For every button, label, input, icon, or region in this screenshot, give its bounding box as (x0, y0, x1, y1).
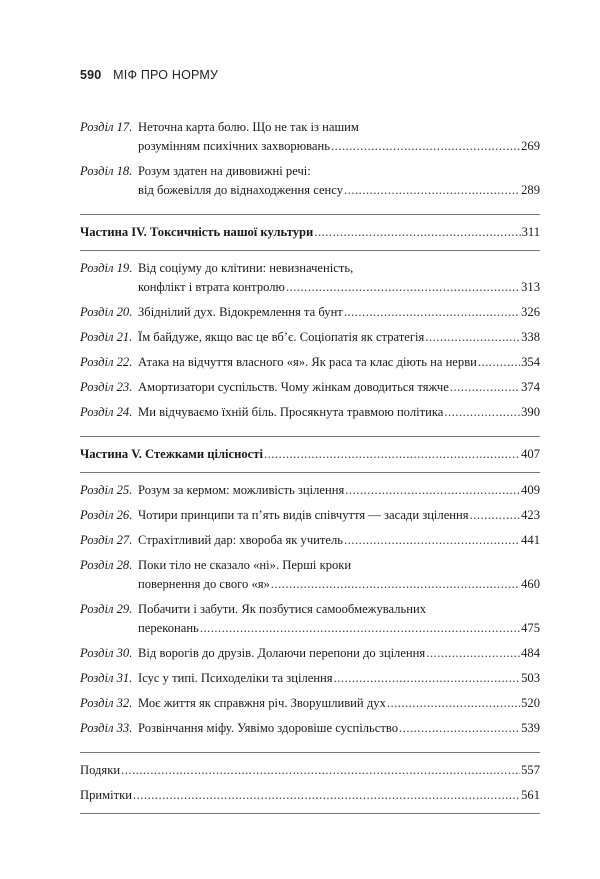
chapter-page: 520 (521, 696, 540, 710)
leader-dots (121, 761, 520, 780)
leader-dots (399, 719, 520, 738)
chapter-label: Розділ 23. (80, 380, 133, 394)
chapter-title-line1: Поки тіло не сказало «ні». Перші кроки (138, 558, 352, 572)
leader-dots (450, 378, 520, 397)
part-page: 407 (521, 447, 540, 461)
toc-notes[interactable] (80, 786, 540, 805)
chapter-title: Їм байдуже, якщо вас це вб’є. Соціопатія як стратегія (138, 330, 425, 344)
chapter-page: 484 (521, 646, 540, 660)
toc-entry-chapter-27[interactable] (80, 531, 540, 550)
toc-entry-chapter-21[interactable] (80, 328, 540, 347)
chapter-label: Розділ 22. (80, 355, 133, 369)
chapter-page: 441 (521, 533, 540, 547)
chapter-title: Розвінчання міфу. Уявімо здоровіше суспільство (138, 721, 399, 735)
chapter-page: 269 (521, 139, 540, 153)
leader-dots (425, 328, 520, 347)
chapter-title: Атака на відчуття власного «я». Як раса та клас діють на нерви (138, 355, 477, 369)
toc-entry-chapter-17[interactable] (80, 118, 540, 156)
leader-dots (478, 353, 520, 372)
divider (80, 813, 540, 814)
chapter-label: Розділ 31. (80, 671, 133, 685)
chapter-page: 409 (521, 483, 540, 497)
leader-dots (264, 445, 520, 464)
toc-entry-chapter-20[interactable] (80, 303, 540, 322)
book-title: МІФ ПРО НОРМУ (113, 68, 219, 82)
leader-dots (344, 303, 520, 322)
divider (80, 250, 540, 251)
leader-dots (271, 575, 520, 594)
toc-acknowledgements[interactable] (80, 761, 540, 780)
chapter-label: Розділ 21. (80, 330, 133, 344)
chapter-title: Розум за кермом: можливість зцілення (138, 483, 345, 497)
leader-dots (334, 669, 521, 688)
chapter-page: 354 (521, 355, 540, 369)
toc-entry-chapter-29[interactable] (80, 600, 540, 638)
chapter-label: Розділ 29. (80, 602, 133, 616)
chapter-page: 338 (521, 330, 540, 344)
chapter-page: 503 (521, 671, 540, 685)
chapter-label: Розділ 17. (80, 120, 133, 134)
part-title: Частина IV. Токсичність нашої культури (80, 225, 314, 239)
chapter-label: Розділ 26. (80, 508, 133, 522)
leader-dots (444, 403, 520, 422)
running-header (80, 68, 218, 82)
table-of-contents (80, 118, 540, 816)
chapter-title-line1: Неточна карта болю. Що не так із нашим (138, 120, 359, 134)
leader-dots (133, 786, 520, 805)
chapter-label: Розділ 25. (80, 483, 133, 497)
page-number: 590 (80, 68, 102, 82)
toc-entry-chapter-30[interactable] (80, 644, 540, 663)
backmatter-page: 557 (521, 763, 540, 777)
toc-entry-chapter-19[interactable] (80, 259, 540, 297)
chapter-title-line1: Побачити і забути. Як позбутися самообмежувальних (138, 602, 427, 616)
toc-entry-chapter-32[interactable] (80, 694, 540, 713)
toc-entry-chapter-18[interactable] (80, 162, 540, 200)
divider (80, 472, 540, 473)
chapter-page: 289 (521, 183, 540, 197)
chapter-page: 326 (521, 305, 540, 319)
chapter-label: Розділ 32. (80, 696, 133, 710)
toc-part-4[interactable] (80, 223, 540, 242)
backmatter-title: Подяки (80, 763, 121, 777)
chapter-title: Чотири принципи та п’ять видів співчуття — засади зцілення (138, 508, 469, 522)
part-title: Частина V. Стежками цілісності (80, 447, 263, 461)
part-page: 311 (521, 225, 540, 239)
chapter-title: Моє життя як справжня річ. Зворушливий дух (138, 696, 386, 710)
chapter-label: Розділ 30. (80, 646, 133, 660)
chapter-title-line1: Розум здатен на дивовижні речі: (138, 164, 311, 178)
chapter-page: 390 (521, 405, 540, 419)
divider (80, 214, 540, 215)
backmatter-title: Примітки (80, 788, 132, 802)
divider (80, 436, 540, 437)
chapter-label: Розділ 33. (80, 721, 133, 735)
leader-dots (314, 223, 520, 242)
toc-entry-chapter-33[interactable] (80, 719, 540, 738)
chapter-label: Розділ 27. (80, 533, 133, 547)
leader-dots (331, 137, 520, 156)
leader-dots (387, 694, 520, 713)
chapter-title: Страхітливий дар: хвороба як учитель (138, 533, 344, 547)
chapter-label: Розділ 28. (80, 558, 133, 572)
toc-entry-chapter-24[interactable] (80, 403, 540, 422)
chapter-label: Розділ 18. (80, 164, 133, 178)
chapter-page: 374 (521, 380, 540, 394)
chapter-title: Збіднілий дух. Відокремлення та бунт (138, 305, 343, 319)
leader-dots (345, 481, 520, 500)
toc-entry-chapter-26[interactable] (80, 506, 540, 525)
toc-entry-chapter-22[interactable] (80, 353, 540, 372)
chapter-label: Розділ 24. (80, 405, 133, 419)
chapter-title: Амортизатори суспільств. Чому жінкам доводиться тяжче (138, 380, 449, 394)
chapter-page: 475 (521, 621, 540, 635)
leader-dots (426, 644, 520, 663)
backmatter-page: 561 (521, 788, 540, 802)
leader-dots (344, 181, 520, 200)
chapter-page: 539 (521, 721, 540, 735)
chapter-title-line2: переконань (138, 621, 199, 635)
chapter-page: 423 (521, 508, 540, 522)
leader-dots (200, 619, 520, 638)
chapter-label: Розділ 20. (80, 305, 133, 319)
chapter-title-line2: конфлікт і втрата контролю (138, 280, 285, 294)
toc-entry-chapter-23[interactable] (80, 378, 540, 397)
chapter-label: Розділ 19. (80, 261, 133, 275)
chapter-page: 460 (521, 577, 540, 591)
leader-dots (470, 506, 521, 525)
leader-dots (344, 531, 520, 550)
toc-entry-chapter-25[interactable] (80, 481, 540, 500)
chapter-title: Ми відчуваємо їхній біль. Просякнута травмою політика (138, 405, 444, 419)
divider (80, 752, 540, 753)
leader-dots (286, 278, 520, 297)
chapter-title-line2: від божевілля до віднаходження сенсу (138, 183, 344, 197)
toc-entry-chapter-28[interactable] (80, 556, 540, 594)
chapter-title: Ісус у типі. Психоделіки та зцілення (138, 671, 333, 685)
chapter-title-line1: Від соціуму до клітини: невизначеність, (138, 261, 354, 275)
toc-part-5[interactable] (80, 445, 540, 464)
chapter-title: Від ворогів до друзів. Долаючи перепони до зцілення (138, 646, 426, 660)
chapter-title-line2: розумінням психічних захворювань (138, 139, 330, 153)
chapter-title-line2: повернення до свого «я» (138, 577, 270, 591)
toc-entry-chapter-31[interactable] (80, 669, 540, 688)
chapter-page: 313 (521, 280, 540, 294)
